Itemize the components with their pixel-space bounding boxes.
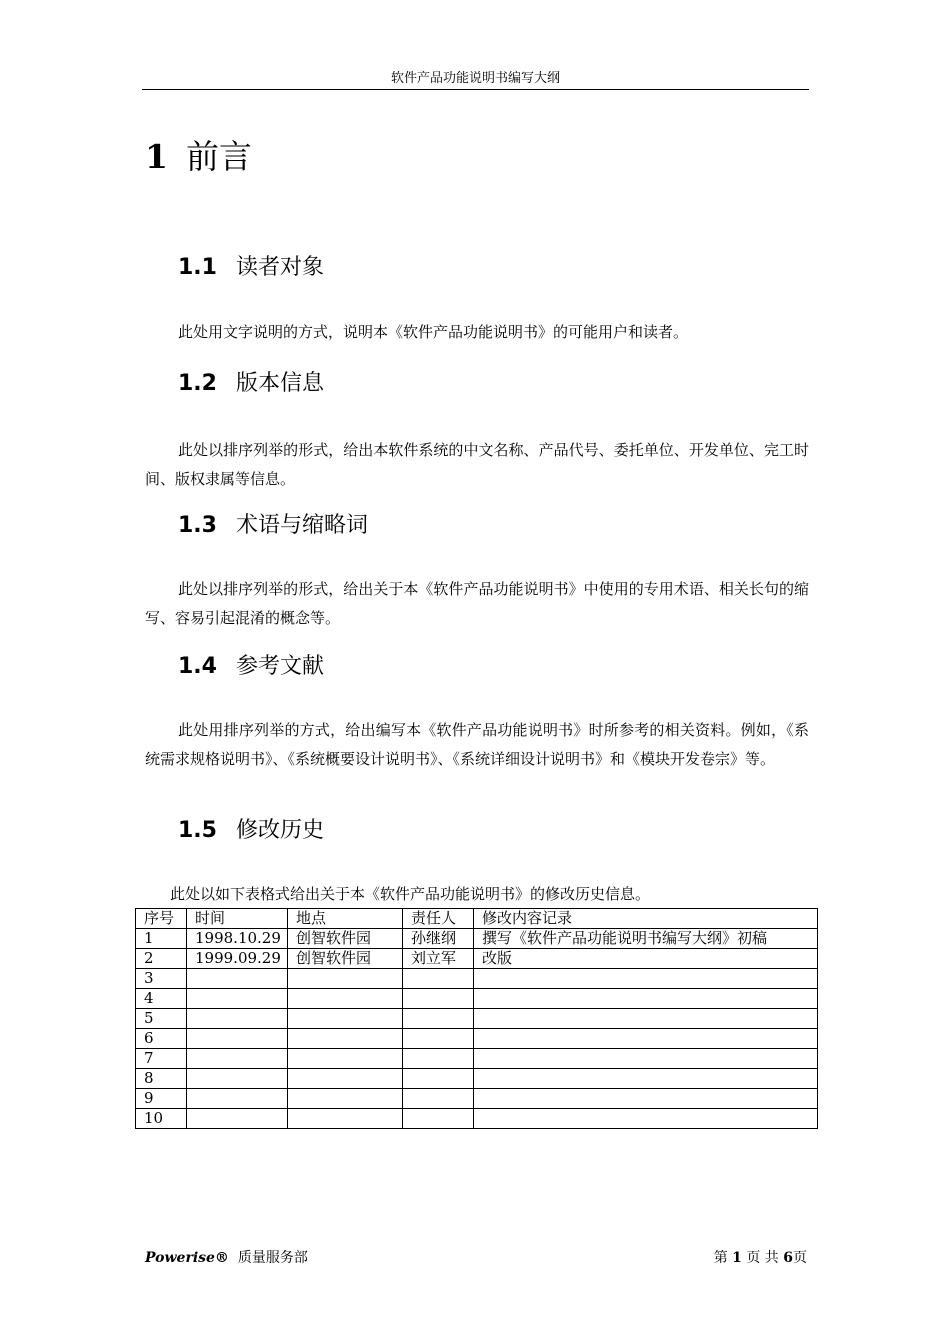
table-cell (403, 969, 474, 989)
table-cell (288, 1109, 403, 1129)
table-cell (187, 1009, 288, 1029)
table-cell (288, 969, 403, 989)
section-title: 修改历史 (236, 818, 325, 843)
table-row (136, 969, 818, 989)
table-cell: 创智软件园 (288, 949, 403, 969)
table-row (136, 1069, 818, 1089)
table-row (136, 989, 818, 1009)
page-suffix: 页 (793, 1250, 807, 1266)
table-cell (474, 1069, 818, 1089)
table-row (136, 1029, 818, 1049)
table-row (136, 1089, 818, 1109)
section-number: 1.5 (178, 818, 217, 843)
section-heading (178, 370, 324, 398)
table-cell (474, 1049, 818, 1069)
table-cell (403, 1109, 474, 1129)
table-cell (187, 1049, 288, 1069)
section-paragraph: 此处用文字说明的方式，说明本《软件产品功能说明书》的可能用户和读者。 (178, 323, 689, 341)
table-cell (187, 969, 288, 989)
section-title: 读者对象 (236, 255, 325, 280)
page-current: 1 (732, 1250, 742, 1266)
table-header-cell: 地点 (288, 909, 403, 929)
brand-name: Powerise® (145, 1250, 229, 1266)
table-cell: 8 (136, 1069, 187, 1089)
table-cell: 1999.09.29 (187, 949, 288, 969)
table-cell (187, 989, 288, 1009)
page-number (714, 1248, 807, 1268)
section-heading (178, 512, 368, 540)
section-paragraph: 此处以排序列举的形式，给出关于本《软件产品功能说明书》中使用的专用术语、相关长句的缩写、容易引起混淆的概念等。 (145, 580, 809, 627)
section-title: 参考文献 (236, 654, 325, 679)
chapter-heading (145, 137, 252, 177)
table-row (136, 1109, 818, 1129)
table-cell (288, 1009, 403, 1029)
table-cell (187, 1069, 288, 1089)
table-cell (403, 1089, 474, 1109)
table-cell (187, 1089, 288, 1109)
table-header-row (136, 909, 818, 929)
table-cell (403, 1029, 474, 1049)
section-heading (178, 817, 324, 845)
section-paragraph: 此处用排序列举的方式，给出编写本《软件产品功能说明书》时所参考的相关资料。例如，《系统需求规格说明书》、《系统概要设计说明书》、《系统详细设计说明书》和《模块开发卷宗》等。 (145, 721, 809, 768)
chapter-number: 1 (145, 137, 168, 176)
table-cell (474, 989, 818, 1009)
table-cell: 刘立军 (403, 949, 474, 969)
table-header-cell: 序号 (136, 909, 187, 929)
header-title: 软件产品功能说明书编写大纲 (390, 71, 560, 86)
table-cell: 4 (136, 989, 187, 1009)
page-mid: 页 共 (746, 1250, 779, 1266)
page-header (142, 70, 809, 90)
revision-history-table (135, 908, 818, 1129)
page-prefix: 第 (713, 1250, 728, 1266)
table-cell: 9 (136, 1089, 187, 1109)
section-paragraph: 此处以排序列举的形式，给出本软件系统的中文名称、产品代号、委托单位、开发单位、完工时间、版权隶属等信息。 (145, 441, 809, 488)
table-cell: 3 (136, 969, 187, 989)
table-header-cell: 时间 (187, 909, 288, 929)
table-cell (187, 1109, 288, 1129)
table-cell: 2 (136, 949, 187, 969)
page-total: 6 (783, 1250, 793, 1266)
table-cell: 1998.10.29 (187, 929, 288, 949)
table-cell (288, 1069, 403, 1089)
table-cell: 1 (136, 929, 187, 949)
table-cell (187, 1029, 288, 1049)
section-number: 1.4 (178, 654, 217, 679)
section-number: 1.3 (178, 513, 217, 538)
table-cell (403, 989, 474, 1009)
section-title: 版本信息 (236, 371, 325, 396)
table-cell (288, 1029, 403, 1049)
table-cell: 6 (136, 1029, 187, 1049)
table-cell: 5 (136, 1009, 187, 1029)
table-header-cell: 修改内容记录 (474, 909, 818, 929)
department-name: 质量服务部 (237, 1250, 308, 1266)
table-cell (403, 1049, 474, 1069)
table-cell: 创智软件园 (288, 929, 403, 949)
table-cell (474, 1089, 818, 1109)
table-cell (474, 1029, 818, 1049)
table-row (136, 949, 818, 969)
page-footer-left (145, 1248, 308, 1268)
table-row (136, 929, 818, 949)
table-cell: 撰写《软件产品功能说明书编写大纲》初稿 (474, 929, 818, 949)
table-cell: 改版 (474, 949, 818, 969)
table-cell (403, 1069, 474, 1089)
table-cell: 10 (136, 1109, 187, 1129)
table-row (136, 1049, 818, 1069)
table-cell (474, 969, 818, 989)
section-heading (178, 653, 324, 681)
table-row (136, 1009, 818, 1029)
table-cell (403, 1009, 474, 1029)
section-number: 1.1 (178, 255, 217, 280)
section-paragraph: 此处以如下表格式给出关于本《软件产品功能说明书》的修改历史信息。 (170, 885, 651, 903)
table-cell: 7 (136, 1049, 187, 1069)
table-cell (474, 1009, 818, 1029)
section-number: 1.2 (178, 371, 217, 396)
table-header-cell: 责任人 (403, 909, 474, 929)
section-title: 术语与缩略词 (236, 513, 369, 538)
chapter-title: 前言 (185, 137, 252, 176)
section-heading (178, 254, 324, 282)
table-cell (288, 1089, 403, 1109)
table-cell (288, 1049, 403, 1069)
table-cell (474, 1109, 818, 1129)
table-cell: 孙继纲 (403, 929, 474, 949)
table-cell (288, 989, 403, 1009)
